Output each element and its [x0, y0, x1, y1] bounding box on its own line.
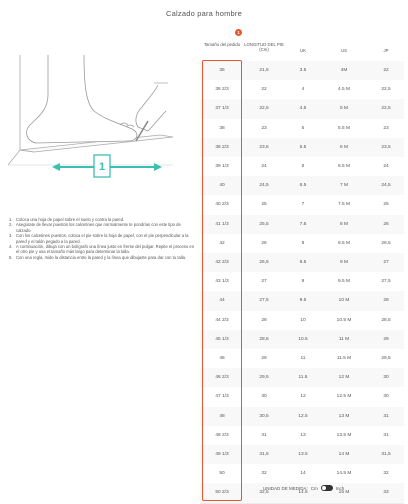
table-row [200, 138, 404, 158]
cell-foot-length: 27 [261, 279, 267, 285]
cell-jp: 24 [383, 164, 389, 169]
cell-us: 4M [340, 68, 348, 73]
cell-jp: 22 [383, 68, 389, 73]
cell-order-size: 38 2/3 [215, 144, 229, 150]
cell-us: 13 M [338, 413, 350, 419]
header-foot-length: LONGITUD DEL PIE (Cm) [244, 42, 284, 53]
unit-toggle[interactable] [321, 485, 333, 491]
table-row [200, 311, 404, 331]
cell-order-size: 47 1/3 [215, 394, 229, 400]
instruction-item [9, 222, 197, 233]
cell-us: 10.5 M [336, 317, 352, 323]
instruction-number: 2. [9, 222, 13, 228]
page-title: Calzado para hombre [166, 9, 242, 18]
cell-us: 5 M [340, 106, 348, 112]
cell-uk: 4 [301, 87, 305, 93]
cell-foot-length: 32,5 [259, 490, 269, 496]
cell-jp: 22,5 [381, 106, 391, 112]
cell-order-size: 49 1/3 [215, 452, 229, 457]
cell-us: 6 M [340, 144, 348, 150]
cell-us: 14.5 M [336, 471, 352, 477]
cell-foot-length: 24 [261, 164, 267, 169]
cell-us: 11 M [338, 336, 350, 342]
cell-foot-length: 32 [261, 471, 267, 477]
table-row [200, 330, 404, 350]
table-row [200, 253, 404, 273]
cell-foot-length: 21,5 [259, 68, 269, 73]
cell-uk: 8.5 [299, 260, 307, 265]
cell-jp: 26 [383, 221, 389, 227]
cell-order-size: 48 2/3 [215, 432, 229, 438]
cell-jp: 23,5 [381, 144, 391, 150]
table-row [200, 291, 404, 311]
cell-foot-length: 24,5 [259, 183, 269, 189]
cell-jp: 27 [383, 260, 389, 265]
cell-jp: 29,5 [381, 356, 391, 361]
table-row [200, 407, 404, 427]
table-row [200, 80, 404, 100]
cell-foot-length: 28 [261, 317, 267, 323]
cell-jp: 31 [383, 413, 389, 419]
table-row [200, 464, 404, 484]
cell-order-size: 38 [219, 125, 225, 131]
cell-order-size: 41 1/3 [215, 221, 229, 227]
cell-order-size: 42 [219, 240, 225, 246]
cell-jp: 32 [383, 471, 389, 477]
cell-us: 10 M [338, 298, 350, 304]
table-row [200, 234, 404, 254]
cell-foot-length: 31,5 [259, 452, 269, 457]
cell-order-size: 42 2/3 [215, 260, 229, 265]
cell-foot-length: 30,5 [259, 413, 269, 419]
cell-jp: 33 [383, 490, 389, 496]
cell-uk: 9 [301, 279, 305, 285]
cell-uk: 12 [300, 394, 306, 400]
cell-uk: 6 [301, 164, 305, 169]
cell-us: 15 M [338, 490, 350, 496]
cell-order-size: 43 1/3 [215, 279, 229, 285]
table-row [200, 119, 404, 139]
measure-marker-label: 1 [98, 161, 106, 173]
table-row [200, 272, 404, 292]
cell-foot-length: 29,5 [259, 375, 269, 381]
cell-order-size: 50 [219, 471, 225, 477]
table-row [200, 445, 404, 465]
table-row [200, 215, 404, 235]
cell-us: 8.5 M [338, 240, 350, 246]
cell-us: 4.5 M [338, 87, 350, 93]
cell-foot-length: 22 [261, 87, 267, 93]
cell-jp: 27,5 [381, 279, 391, 285]
cell-jp: 26,5 [381, 240, 391, 246]
instruction-number: 5. [9, 254, 13, 260]
unit-label: UNIDAD DE MEDIDA: [263, 485, 308, 491]
cell-uk: 5 [301, 125, 305, 131]
cell-foot-length: 28,5 [259, 336, 269, 342]
cell-jp: 24,5 [381, 183, 391, 189]
cell-foot-length: 29 [261, 356, 267, 361]
cell-us: 7.5 M [338, 202, 350, 208]
cell-uk: 4.5 [299, 106, 307, 112]
table-row [200, 157, 404, 177]
cell-order-size: 39 1/3 [215, 164, 229, 169]
cell-order-size: 48 [219, 413, 225, 419]
cell-uk: 9.5 [299, 298, 307, 304]
instruction-text: Asegúrate de llevar puestos los calcetines que normalmente te pondrías con este tipo de calzado. [16, 222, 181, 233]
cell-uk: 13.5 [298, 452, 308, 457]
cell-us: 12 M [338, 375, 350, 381]
cell-us: 7 M [340, 183, 348, 189]
cell-us: 14 M [338, 452, 350, 457]
cell-jp: 29 [383, 336, 389, 342]
cell-foot-length: 27,5 [259, 298, 269, 304]
cell-us: 9.5 M [338, 279, 350, 285]
table-row [200, 99, 404, 119]
cell-uk: 14.5 [298, 490, 308, 496]
cell-us: 13.5 M [336, 432, 352, 438]
table-row [200, 426, 404, 446]
cell-foot-length: 26 [261, 240, 267, 246]
cell-order-size: 46 2/3 [215, 375, 229, 381]
cell-jp: 25 [383, 202, 389, 208]
cell-us: 6.5 M [338, 164, 350, 169]
cell-uk: 6.5 [299, 183, 307, 189]
cell-uk: 11 [300, 356, 306, 361]
cell-uk: 3.5 [299, 68, 307, 73]
instruction-number: 4. [9, 244, 13, 250]
header-us: US [341, 48, 347, 53]
instruction-number: 1. [9, 217, 13, 222]
cell-us: 8 M [340, 221, 348, 227]
cell-order-size: 36 [219, 68, 225, 73]
cell-us: 5.5 M [338, 125, 350, 131]
instruction-text: Coloca una hoja de papel sobre el suelo y contra la pared. [16, 217, 125, 222]
cell-order-size: 44 [219, 298, 225, 304]
header-order-size: Tamaño del pedido [203, 42, 241, 47]
cell-uk: 7 [301, 202, 305, 208]
cell-order-size: 37 1/3 [215, 106, 229, 112]
cell-foot-length: 25 [261, 202, 267, 208]
table-row [200, 195, 404, 215]
instruction-text: Con los calcetines puestos, coloca el pie sobre la hoja de papel, con el pie perpendicular a la pared y el talón pegado a la pared. [16, 233, 189, 244]
cell-order-size: 46 [219, 356, 225, 361]
unit-cm-label: Cm [310, 485, 318, 491]
cell-order-size: 45 1/3 [215, 336, 229, 342]
foot-measurement-illustration [8, 55, 178, 190]
cell-jp: 31 [383, 432, 389, 438]
cell-uk: 14 [300, 471, 306, 477]
cell-order-size: 50 2/3 [215, 490, 229, 496]
cell-jp: 23 [383, 125, 389, 131]
table-row [200, 61, 404, 81]
cell-foot-length: 25,5 [259, 221, 269, 227]
instructions-list [9, 217, 197, 260]
cell-foot-length: 23,5 [259, 144, 269, 150]
cell-foot-length: 23 [261, 125, 267, 131]
cell-uk: 10.5 [298, 336, 308, 342]
cell-order-size: 40 [219, 183, 225, 189]
unit-inch-label: Inch [335, 485, 345, 491]
cell-uk: 10 [300, 317, 306, 323]
table-row [200, 176, 404, 196]
cell-uk: 5.5 [299, 144, 307, 150]
header-jp: JP [383, 48, 389, 53]
cell-uk: 13 [300, 432, 306, 438]
cell-jp: 28,5 [381, 317, 391, 323]
cell-us: 9 M [340, 260, 348, 265]
cell-uk: 11.5 [298, 375, 308, 381]
cell-jp: 30 [383, 375, 389, 381]
cell-order-size: 44 2/3 [215, 317, 229, 323]
cell-us: 12.5 M [336, 394, 352, 400]
table-row [200, 349, 404, 369]
instruction-number: 3. [9, 233, 13, 239]
cell-uk: 8 [301, 240, 305, 246]
instruction-item [9, 255, 197, 260]
cell-foot-length: 30 [261, 394, 267, 400]
cell-jp: 31,5 [381, 452, 391, 457]
column-marker-badge: 1 [235, 29, 242, 36]
instruction-text: A continuación, dibuja con un bolígrafo una línea justo en frente del pulgar. Repite el proceso en el otro pie y usa el tamaño más largo para determinar la talla. [16, 244, 195, 255]
header-uk: UK [300, 48, 306, 53]
cell-us: 11.5 M [336, 356, 352, 361]
cell-jp: 30 [383, 394, 389, 400]
instruction-item [9, 244, 197, 255]
cell-uk: 12.5 [298, 413, 308, 419]
cell-jp: 28 [383, 298, 389, 304]
cell-order-size: 40 2/3 [215, 202, 229, 208]
cell-foot-length: 22,5 [259, 106, 269, 112]
unit-selector [263, 485, 344, 491]
instruction-text: Con una regla, mide la distancia entre la pared y la línea que dibujaste para dar con tu talla. [16, 254, 187, 260]
cell-foot-length: 26,5 [259, 260, 269, 265]
instruction-item [9, 233, 197, 244]
cell-foot-length: 31 [261, 432, 267, 438]
table-header [200, 42, 404, 62]
cell-jp: 22,5 [381, 87, 391, 93]
table-row [200, 368, 404, 388]
cell-uk: 7.5 [299, 221, 307, 227]
cell-order-size: 36 2/3 [215, 87, 229, 93]
table-row [200, 387, 404, 407]
